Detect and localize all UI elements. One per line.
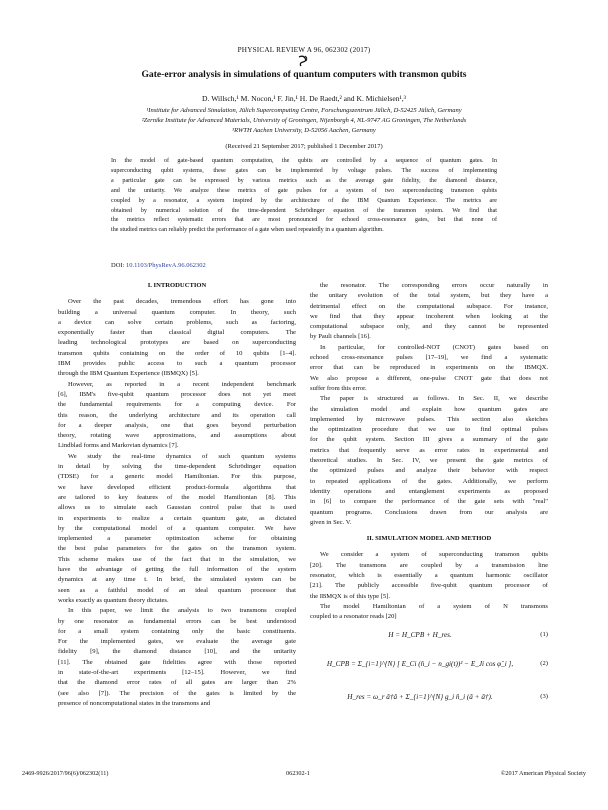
text-line: by Pauli channels [16]. bbox=[310, 333, 371, 341]
intro-text bbox=[58, 297, 296, 709]
text-line: In this paper, we limit the analysis to two transmons coupled bbox=[68, 607, 296, 615]
text-line: in detail by solving the time-dependent Schrödinger equation bbox=[58, 463, 296, 471]
equation-body: H_CPB = Σ_{i=1}^{N} [ E_Ci (n̂_i − n_gi(t))² − E_Ji cos φ̂_i ], bbox=[326, 659, 514, 668]
text-line: have the advantage of getting the full information of the system bbox=[58, 566, 296, 574]
abstract bbox=[111, 157, 497, 236]
paragraph bbox=[310, 281, 548, 343]
text-line: theoretical studies. In Sec. IV, we present the gate metrics of bbox=[310, 457, 548, 465]
affiliation: ¹Institute for Advanced Simulation, Jülich Supercomputing Centre, Forschungszentrum Jülich, D-52425 Jülich, Germany bbox=[146, 107, 462, 114]
text-line: allows us to simulate each Gaussian control pulse that is used bbox=[58, 504, 296, 512]
paragraph bbox=[310, 602, 548, 623]
text-line: In particular, for controlled-NOT (CNOT) gates based on bbox=[320, 343, 548, 351]
left-column bbox=[58, 281, 296, 709]
text-line: works exactly as quantum theory dictates. bbox=[58, 596, 169, 604]
text-line: However, as reported in a recent independent benchmark bbox=[68, 380, 296, 388]
text-line: (TDSE) for a generic model Hamiltonian. For this purpose, bbox=[58, 473, 296, 481]
text-line: obtained by numerical solution of the time-dependent Schrödinger equation of the transmon system. We find that bbox=[111, 207, 497, 214]
text-line: for the qubit system. Section III gives a summary of the gate bbox=[310, 436, 548, 444]
text-line: for a deeper analysis, one that goes beyond perturbation bbox=[58, 421, 296, 429]
text-line: given in Sec. V. bbox=[310, 518, 352, 526]
text-line: detrimental effect on the computational subspace. For instance, bbox=[310, 302, 548, 310]
text-line: We also propose a different, one-pulse CNOT gate that does not bbox=[310, 374, 548, 382]
text-line: For the implemented gates, we evaluate the average gate bbox=[58, 638, 296, 646]
text-line: dynamics at any time t. In brief, the simulated system can be bbox=[58, 576, 296, 584]
affiliation: ²Zernike Institute for Advanced Materials, University of Groningen, Nijenborgh 4, NL-9747 AG Groningen, The Netherlands bbox=[141, 117, 467, 124]
paper-title: Gate-error analysis in simulations of quantum computers with transmon qubits bbox=[141, 69, 467, 80]
text-line: the best pulse parameters for the gates on the transmon system. bbox=[58, 545, 296, 553]
text-line: implemented by microwave pulses. This section also sketches bbox=[310, 415, 548, 423]
text-line: quantum programs. Conclusions drawn from our analysis are bbox=[310, 508, 548, 516]
equation-1 bbox=[310, 626, 548, 646]
text-line: through the IBM Quantum Experience (IBMQX) [5]. bbox=[58, 370, 199, 378]
paragraph bbox=[310, 394, 548, 528]
section-heading-model: II. SIMULATION MODEL AND METHOD bbox=[366, 535, 492, 543]
text-line: by one resonator as fundamental errors can be best understood bbox=[58, 617, 296, 625]
text-line: [6], IBM's five-qubit quantum processor does not yet meet bbox=[58, 390, 296, 398]
text-line: to repeated applications of the gates. Additionally, we perform bbox=[310, 477, 548, 485]
text-line: fidelity [9], the diamond distance [10], and the unitarity bbox=[58, 648, 296, 656]
affiliation: ³RWTH Aachen University, D-52056 Aachen, Germany bbox=[232, 127, 376, 134]
text-line: the optimized pulses and analyze their behavior with respect bbox=[310, 467, 548, 475]
equation-3 bbox=[310, 682, 548, 712]
text-line: the unitary evolution of the total system, but they have a bbox=[310, 292, 548, 300]
text-line: a particular gate can be expressed by various metrics such as the average gate fidelity, the diamond distance, bbox=[111, 177, 497, 184]
journal-logo-icon bbox=[296, 55, 310, 67]
text-line: This scheme makes use of the fact that in the simulation, we bbox=[58, 555, 296, 563]
text-line: the resonator. The corresponding errors occur naturally in bbox=[320, 282, 548, 289]
footer-copyright: ©2017 American Physical Society bbox=[500, 770, 586, 777]
paragraph bbox=[58, 297, 296, 379]
text-line: this reason, the underlying architecture and its operation call bbox=[58, 411, 296, 419]
text-line: we find that they appear incoherent when looking at the bbox=[310, 312, 548, 320]
text-line: resonator, which is essentially a quantum harmonic oscillator bbox=[310, 572, 548, 580]
text-line: presence of noncomputational states in the transmons and bbox=[58, 699, 211, 707]
text-line: identity operations and entanglement experiments as proposed bbox=[310, 487, 548, 495]
text-line: implemented a parameter optimization scheme for obtaining bbox=[58, 535, 296, 543]
text-line: echoed cross-resonance pulses [17–19], we find a systematic bbox=[310, 354, 548, 362]
text-line: [11]. The obtained gate fidelities agree with those reported bbox=[58, 658, 296, 666]
model-text bbox=[310, 550, 548, 622]
right-column bbox=[310, 281, 548, 715]
text-line: are tailored to key features of the model Hamiltonian [8]. This bbox=[58, 493, 296, 501]
received-date: (Received 21 September 2017; published 1 December 2017) bbox=[225, 143, 383, 150]
text-line: [21]. The publicly accessible five-qubit quantum processor of bbox=[310, 582, 548, 590]
paragraph bbox=[58, 606, 296, 709]
text-line: computational subspace only, and they cannot be represented bbox=[310, 323, 548, 331]
text-line: for a small system containing only the basic constituents. bbox=[58, 627, 296, 635]
text-line: leading technological prototypes are based on superconducting bbox=[58, 339, 296, 347]
text-line: We study the real-time dynamics of such quantum systems bbox=[68, 452, 296, 460]
paragraph bbox=[310, 550, 548, 601]
text-line: the studied metrics can reliably predict the performance of a gate when used repeatedly in a quantum algorithm. bbox=[111, 227, 384, 234]
intro-text-continued bbox=[310, 281, 548, 528]
footer-issn: 2469-9926/2017/96(6)/062302(11) bbox=[22, 770, 109, 777]
text-line: Over the past decades, tremendous effort has gone into bbox=[68, 298, 296, 306]
text-line: (see also [7]). The precision of the gates is limited by the bbox=[58, 689, 296, 697]
text-line: and the unitarity. We analyze these metrics of gate pulses for a system of two superconducting transmon qubits bbox=[111, 187, 497, 194]
affiliations bbox=[40, 106, 568, 136]
text-line: metrics that frequently serve as error rates in experimental and bbox=[310, 446, 548, 454]
text-line: The model Hamiltonian of a system of N transmons bbox=[320, 602, 548, 610]
paragraph bbox=[310, 343, 548, 394]
text-line: that the diamond error rates of all gates are larger than 2% bbox=[58, 679, 296, 687]
doi-line bbox=[111, 262, 206, 269]
text-line: building a universal quantum computer. In theory, such bbox=[58, 308, 296, 316]
text-line: we have developed efficient product-formula algorithms that bbox=[58, 483, 296, 491]
text-line: seen as a faithful model of an ideal quantum processor that bbox=[58, 586, 296, 594]
text-line: a device can solve certain problems, such as factoring, bbox=[58, 318, 296, 326]
text-line: the simulation model and explain how quantum gates are bbox=[310, 405, 548, 413]
text-line: by the computational model of a quantum computer. We have bbox=[58, 524, 296, 532]
paragraph bbox=[58, 452, 296, 606]
section-heading-introduction: I. INTRODUCTION bbox=[147, 282, 207, 289]
paragraph bbox=[58, 380, 296, 452]
footer-page-number: 062302-1 bbox=[286, 770, 310, 777]
text-line: in experiments to realize a certain quantum gate, as dictated bbox=[58, 514, 296, 522]
text-line: the optimization procedure that we use to find optimal pulses bbox=[310, 426, 548, 434]
text-line: exponentially faster than classical digital computers. The bbox=[58, 329, 296, 337]
equation-number: (1) bbox=[540, 630, 548, 638]
equation-number: (3) bbox=[540, 692, 548, 700]
text-line: in state-of-the-art experiments [12–15]. However, we find bbox=[58, 668, 296, 676]
text-line: coupled by a resonator, a system inspired by the architecture of the IBM Quantum Experience. The metrics are bbox=[111, 197, 497, 204]
text-line: IBM provides public access to such a quantum processor bbox=[58, 360, 296, 368]
text-line: The paper is structured as follows. In Sec. II, we describe bbox=[320, 395, 548, 403]
text-line: the IBMQX is of this type [5]. bbox=[310, 592, 391, 600]
text-line: theory, rotating wave approximations, and assumptions about bbox=[58, 432, 296, 440]
text-line: the fundamental requirements for a computing device. For bbox=[58, 401, 296, 409]
journal-header: PHYSICAL REVIEW A 96, 062302 (2017) bbox=[237, 46, 371, 54]
equation-body: H_res = ω_r â†â + Σ_{i=1}^{N} g_i n̂_i (â + â†). bbox=[347, 692, 493, 701]
text-line: transmon qubits containing on the order of 10 qubits [1–4]. bbox=[58, 349, 296, 357]
equation-2 bbox=[310, 649, 548, 679]
equation-body: H = H_CPB + H_res. bbox=[388, 630, 452, 639]
text-line: [20]. The transmons are coupled by a transmission line bbox=[310, 561, 548, 569]
text-line: error that can be reproduced in experiments on the IBMQX. bbox=[310, 364, 548, 372]
text-line: In the model of gate-based quantum computation, the qubits are controlled by a sequence of quantum gates. In bbox=[111, 158, 497, 164]
doi-label: DOI: bbox=[111, 262, 125, 269]
text-line: the metrics reflect systematic errors that are most pronounced for echoed cross-resonance gates, but that none of bbox=[111, 217, 497, 224]
text-line: Lindblad forms and Markovian dynamics [7]. bbox=[58, 442, 179, 450]
text-line: in [6] to compare the performance of the gate sets with "real" bbox=[310, 498, 548, 506]
text-line: We consider a system of superconducting transmon qubits bbox=[320, 551, 548, 559]
doi-link[interactable]: 10.1103/PhysRevA.96.062302 bbox=[125, 262, 206, 269]
text-line: coupled to a resonator reads [20] bbox=[310, 613, 397, 621]
author-list: D. Willsch,¹ M. Nocon,¹ F. Jin,¹ H. De Raedt,² and K. Michielsen¹,³ bbox=[202, 94, 406, 103]
equation-number: (2) bbox=[540, 659, 548, 667]
text-line: superconducting qubit systems, these gates can be implemented by voltage pulses. The success of implementing bbox=[111, 167, 497, 174]
text-line: suffer from this error. bbox=[310, 384, 367, 392]
